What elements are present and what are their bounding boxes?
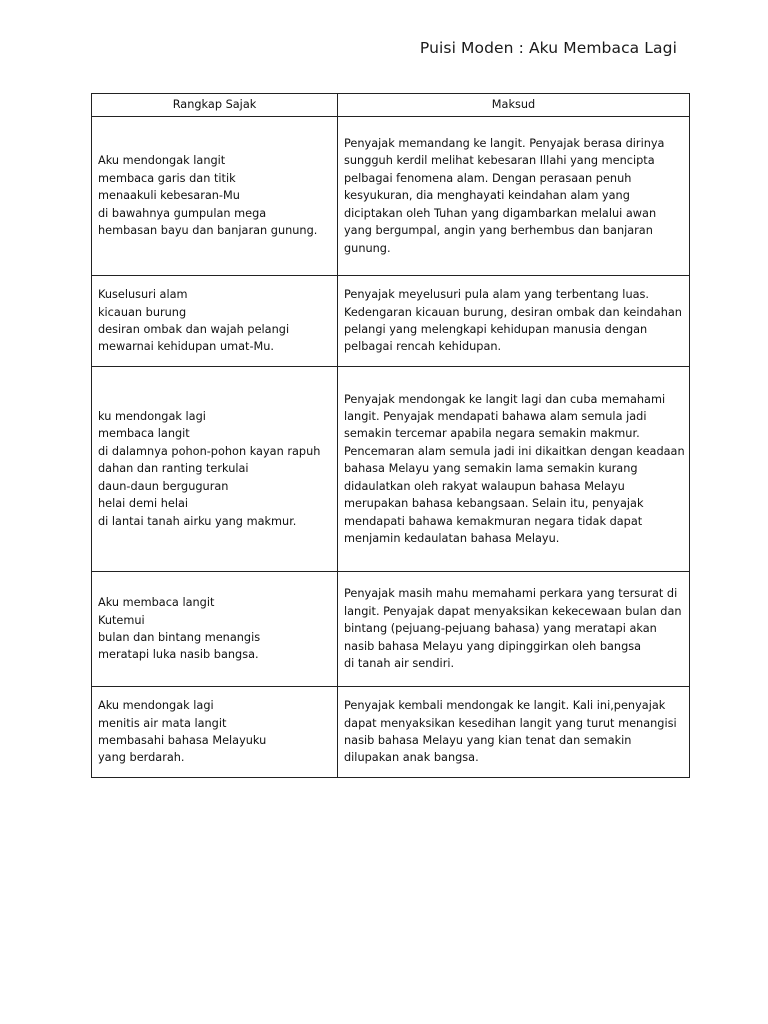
meaning-line: Penyajak masih mahu memahami perkara yang tersurat di	[344, 587, 678, 601]
table-row	[92, 276, 690, 367]
stanza-line: helai demi helai	[98, 497, 189, 511]
meaning-cell	[338, 367, 690, 572]
meaning-line: Kedengaran kicauan burung, desiran ombak dan keindahan	[344, 305, 682, 319]
table-row	[92, 367, 690, 572]
stanza-line: membasahi bahasa Melayuku	[98, 734, 267, 747]
meaning-line: semakin tercemar apabila negara semakin makmur.	[344, 427, 640, 441]
stanza-cell	[92, 367, 338, 572]
meaning-line: bintang (pejuang-pejuang bahasa) yang meratapi akan	[344, 622, 657, 636]
stanza-line: Aku membaca langit	[98, 596, 215, 610]
meaning-line: pelbagai rencah kehidupan.	[344, 340, 502, 354]
meaning-line: langit. Penyajak mendapati bahawa alam semula jadi	[344, 410, 647, 424]
stanza-line: menitis air mata langit	[98, 716, 227, 730]
meaning-line: pelangi yang melengkapi kehidupan manusia dengan	[344, 323, 648, 336]
stanza-line: Aku mendongak langit	[98, 154, 226, 168]
meaning-cell	[338, 276, 690, 367]
stanza-cell	[92, 687, 338, 778]
page-title: Puisi Moden : Aku Membaca Lagi	[419, 39, 677, 57]
meaning-cell	[338, 572, 690, 687]
meaning-line: Penyajak memandang ke langit. Penyajak berasa dirinya	[344, 137, 665, 151]
stanza-line: kicauan burung	[98, 305, 187, 319]
meaning-line: pelbagai fenomena alam. Dengan perasaan penuh	[344, 171, 632, 185]
header-stanza: Rangkap Sajak	[92, 94, 338, 117]
meaning-line: Penyajak mendongak ke langit lagi dan cuba memahami	[344, 392, 666, 406]
table-header-row	[92, 94, 690, 117]
stanza-line: hembasan bayu dan banjaran gunung.	[98, 224, 318, 238]
stanza-line: yang berdarah.	[98, 751, 185, 765]
meaning-line: Penyajak meyelusuri pula alam yang terbentang luas.	[344, 288, 649, 302]
meaning-line: bahasa Melayu yang semakin lama semakin kurang	[344, 462, 638, 476]
meaning-cell	[338, 687, 690, 778]
meaning-line: dilupakan anak bangsa.	[344, 751, 479, 765]
stanza-cell	[92, 117, 338, 276]
meaning-line: nasib bahasa Melayu yang kian tenat dan semakin	[344, 734, 632, 747]
table-row	[92, 572, 690, 687]
stanza-line: ku mendongak lagi	[98, 410, 206, 424]
stanza-line: Aku mendongak lagi	[98, 699, 214, 713]
meaning-line: dapat menyaksikan kesedihan langit yang turut menangisi	[344, 716, 677, 730]
meaning-line: sungguh kerdil melihat kebesaran Illahi yang mencipta	[344, 154, 655, 168]
stanza-line: desiran ombak dan wajah pelangi	[98, 323, 290, 336]
meaning-line: menjamin kedaulatan bahasa Melayu.	[344, 531, 560, 545]
table-row	[92, 117, 690, 276]
stanza-line: di dalamnya pohon-pohon kayan rapuh	[98, 444, 321, 458]
stanza-cell	[92, 276, 338, 367]
stanza-line: daun-daun berguguran	[98, 479, 229, 493]
meaning-line: didaulatkan oleh rakyat walaupun bahasa Melayu	[344, 479, 625, 493]
stanza-line: di lantai tanah airku yang makmur.	[98, 514, 297, 528]
table-row	[92, 687, 690, 778]
meaning-line: mendapati bahawa kemakmuran negara tidak dapat	[344, 514, 643, 528]
meaning-line: di tanah air sendiri.	[344, 657, 455, 671]
header-meaning: Maksud	[338, 94, 690, 117]
meaning-line: Penyajak kembali mendongak ke langit. Kali ini,penyajak	[344, 699, 666, 713]
meaning-line: merupakan bahasa kebangsaan. Selain itu, penyajak	[344, 497, 644, 511]
meaning-line: Pencemaran alam semula jadi ini dikaitkan dengan keadaan	[344, 444, 685, 458]
poem-table	[91, 93, 690, 778]
meaning-line: langit. Penyajak dapat menyaksikan kekecewaan bulan dan	[344, 604, 682, 618]
stanza-line: di bawahnya gumpulan mega	[98, 206, 267, 220]
stanza-line: Kuselusuri alam	[98, 288, 188, 302]
meaning-line: nasib bahasa Melayu yang dipinggirkan oleh bangsa	[344, 639, 642, 653]
meaning-line: diciptakan oleh Tuhan yang digambarkan melalui awan	[344, 206, 657, 220]
stanza-line: bulan dan bintang menangis	[98, 631, 261, 644]
meaning-line: gunung.	[344, 241, 391, 255]
stanza-line: dahan dan ranting terkulai	[98, 462, 249, 476]
stanza-line: mewarnai kehidupan umat-Mu.	[98, 340, 275, 354]
stanza-line: menaakuli kebesaran-Mu	[98, 189, 240, 203]
stanza-line: meratapi luka nasib bangsa.	[98, 648, 259, 662]
meaning-cell	[338, 117, 690, 276]
stanza-line: membaca langit	[98, 427, 190, 441]
stanza-line: Kutemui	[98, 613, 145, 627]
meaning-line: kesyukuran, dia menghayati keindahan alam yang	[344, 189, 630, 203]
stanza-cell	[92, 572, 338, 687]
meaning-line: yang bergumpal, angin yang berhembus dan banjaran	[344, 224, 653, 238]
stanza-line: membaca garis dan titik	[98, 171, 236, 185]
